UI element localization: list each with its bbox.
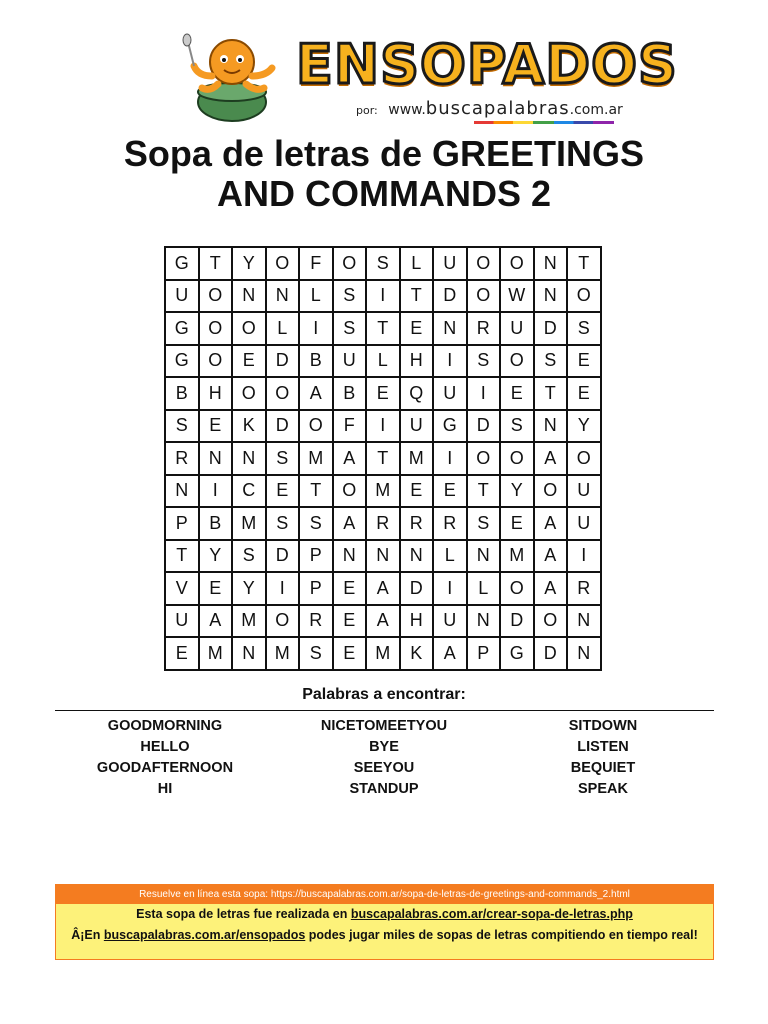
- grid-cell[interactable]: N: [366, 540, 400, 573]
- grid-cell[interactable]: I: [433, 345, 467, 378]
- word-item: SPEAK: [578, 781, 628, 797]
- grid-cell[interactable]: N: [400, 540, 434, 573]
- grid-cell[interactable]: F: [299, 247, 333, 280]
- word-item: GOODAFTERNOON: [96, 760, 234, 776]
- grid-cell[interactable]: E: [266, 475, 300, 508]
- grid-cell[interactable]: D: [266, 540, 300, 573]
- grid-cell[interactable]: E: [165, 637, 199, 670]
- grid-cell[interactable]: H: [400, 605, 434, 638]
- word-list-col-3: [493, 716, 713, 800]
- grid-cell[interactable]: L: [299, 280, 333, 313]
- grid-cell[interactable]: T: [467, 475, 501, 508]
- words-heading: Palabras a encontrar:: [302, 686, 466, 703]
- grid-cell[interactable]: N: [266, 280, 300, 313]
- grid-cell[interactable]: O: [567, 442, 601, 475]
- grid-cell[interactable]: O: [534, 605, 568, 638]
- grid-cell[interactable]: K: [400, 637, 434, 670]
- grid-cell[interactable]: E: [500, 507, 534, 540]
- grid-cell[interactable]: T: [165, 540, 199, 573]
- grid-cell[interactable]: A: [433, 637, 467, 670]
- grid-cell[interactable]: O: [333, 247, 367, 280]
- grid-cell[interactable]: S: [266, 507, 300, 540]
- grid-cell[interactable]: O: [232, 377, 266, 410]
- grid-cell[interactable]: O: [534, 475, 568, 508]
- grid-cell[interactable]: P: [165, 507, 199, 540]
- grid-cell[interactable]: O: [266, 247, 300, 280]
- grid-cell[interactable]: D: [433, 280, 467, 313]
- grid-cell[interactable]: B: [165, 377, 199, 410]
- spoon-icon: [183, 34, 194, 66]
- grid-cell[interactable]: S: [467, 345, 501, 378]
- grid-cell[interactable]: D: [266, 345, 300, 378]
- grid-cell[interactable]: N: [333, 540, 367, 573]
- grid-cell[interactable]: I: [433, 442, 467, 475]
- grid-cell[interactable]: B: [299, 345, 333, 378]
- grid-cell[interactable]: R: [467, 312, 501, 345]
- grid-cell[interactable]: E: [567, 377, 601, 410]
- byline-tld: .com.ar: [569, 102, 623, 118]
- grid-cell[interactable]: L: [433, 540, 467, 573]
- grid-cell[interactable]: R: [366, 507, 400, 540]
- grid-cell[interactable]: H: [400, 345, 434, 378]
- divider: [55, 710, 714, 711]
- grid-cell[interactable]: U: [333, 345, 367, 378]
- grid-cell[interactable]: G: [165, 312, 199, 345]
- grid-cell[interactable]: I: [366, 410, 400, 443]
- footer-line-2-suffix: podes jugar miles de sopas de letras compitiendo en tiempo real!: [305, 928, 698, 942]
- word-item: GOODMORNING: [107, 718, 223, 734]
- grid-cell[interactable]: O: [199, 280, 233, 313]
- grid-cell[interactable]: A: [366, 605, 400, 638]
- grid-cell[interactable]: E: [199, 572, 233, 605]
- grid-cell[interactable]: E: [232, 345, 266, 378]
- grid-cell[interactable]: C: [232, 475, 266, 508]
- grid-cell[interactable]: S: [366, 247, 400, 280]
- grid-row: [165, 280, 601, 313]
- word-item: SITDOWN: [568, 718, 638, 734]
- grid-cell[interactable]: T: [400, 280, 434, 313]
- grid-cell[interactable]: M: [500, 540, 534, 573]
- grid-cell[interactable]: N: [467, 540, 501, 573]
- grid-cell[interactable]: E: [333, 605, 367, 638]
- grid-cell[interactable]: G: [500, 637, 534, 670]
- word-list-col-2: [274, 716, 494, 800]
- grid-cell[interactable]: Y: [232, 572, 266, 605]
- word-search-grid: [164, 246, 602, 671]
- grid-cell[interactable]: G: [433, 410, 467, 443]
- grid-cell[interactable]: O: [333, 475, 367, 508]
- create-puzzle-link[interactable]: buscapalabras.com.ar/crear-sopa-de-letras.php: [350, 907, 633, 921]
- grid-cell[interactable]: A: [534, 442, 568, 475]
- grid-cell[interactable]: O: [500, 345, 534, 378]
- grid-cell[interactable]: M: [232, 507, 266, 540]
- grid-cell[interactable]: E: [567, 345, 601, 378]
- word-item: SEEYOU: [353, 760, 415, 776]
- grid-cell[interactable]: L: [266, 312, 300, 345]
- grid-cell[interactable]: M: [199, 637, 233, 670]
- grid-cell[interactable]: S: [232, 540, 266, 573]
- grid-cell[interactable]: E: [333, 637, 367, 670]
- grid-cell[interactable]: D: [534, 312, 568, 345]
- grid-cell[interactable]: O: [199, 312, 233, 345]
- grid-cell[interactable]: B: [333, 377, 367, 410]
- word-item: BYE: [369, 739, 399, 755]
- grid-cell[interactable]: S: [299, 637, 333, 670]
- grid-cell[interactable]: V: [165, 572, 199, 605]
- grid-cell[interactable]: M: [366, 637, 400, 670]
- grid-cell[interactable]: A: [199, 605, 233, 638]
- grid-cell[interactable]: R: [299, 605, 333, 638]
- title-line-1: Sopa de letras de GREETINGS: [123, 133, 645, 174]
- word-item: HI: [157, 781, 173, 797]
- grid-cell[interactable]: E: [199, 410, 233, 443]
- rainbow-stripe: [474, 121, 614, 124]
- grid-cell[interactable]: A: [534, 572, 568, 605]
- grid-cell[interactable]: U: [433, 605, 467, 638]
- grid-cell[interactable]: U: [567, 475, 601, 508]
- grid-cell[interactable]: E: [400, 312, 434, 345]
- octopus-mascot-icon: [180, 32, 280, 124]
- grid-cell[interactable]: I: [366, 280, 400, 313]
- grid-cell[interactable]: E: [400, 475, 434, 508]
- grid-cell[interactable]: T: [199, 247, 233, 280]
- grid-cell[interactable]: M: [299, 442, 333, 475]
- footer-line-2-prefix: Â¡En: [71, 928, 104, 942]
- grid-cell[interactable]: O: [500, 247, 534, 280]
- grid-cell[interactable]: N: [567, 605, 601, 638]
- grid-cell[interactable]: T: [534, 377, 568, 410]
- grid-cell[interactable]: U: [165, 605, 199, 638]
- grid-cell[interactable]: O: [266, 605, 300, 638]
- footer-box: [55, 884, 714, 960]
- grid-cell[interactable]: N: [232, 442, 266, 475]
- grid-cell[interactable]: E: [333, 572, 367, 605]
- grid-cell[interactable]: G: [165, 247, 199, 280]
- grid-row: [165, 507, 601, 540]
- word-item: BEQUIET: [570, 760, 636, 776]
- grid-cell[interactable]: E: [366, 377, 400, 410]
- grid-cell[interactable]: U: [433, 247, 467, 280]
- grid-cell[interactable]: D: [266, 410, 300, 443]
- grid-cell[interactable]: I: [199, 475, 233, 508]
- grid-cell[interactable]: U: [500, 312, 534, 345]
- logo-text: ENSOPADOS: [296, 33, 678, 96]
- grid-cell[interactable]: Q: [400, 377, 434, 410]
- grid-cell[interactable]: S: [567, 312, 601, 345]
- grid-cell[interactable]: T: [299, 475, 333, 508]
- grid-cell[interactable]: W: [500, 280, 534, 313]
- grid-cell[interactable]: S: [266, 442, 300, 475]
- grid-cell[interactable]: T: [567, 247, 601, 280]
- grid-cell[interactable]: N: [534, 247, 568, 280]
- grid-cell[interactable]: Y: [567, 410, 601, 443]
- grid-cell[interactable]: I: [567, 540, 601, 573]
- grid-cell[interactable]: L: [366, 345, 400, 378]
- footer-line-1-text: Esta sopa de letras fue realizada en: [136, 907, 351, 921]
- grid-cell[interactable]: I: [467, 377, 501, 410]
- grid-row: [165, 410, 601, 443]
- grid-cell[interactable]: M: [232, 605, 266, 638]
- grid-cell[interactable]: Y: [500, 475, 534, 508]
- grid-cell[interactable]: R: [567, 572, 601, 605]
- grid-cell[interactable]: I: [299, 312, 333, 345]
- grid-cell[interactable]: T: [366, 442, 400, 475]
- grid-cell[interactable]: O: [232, 312, 266, 345]
- grid-cell[interactable]: A: [333, 442, 367, 475]
- grid-cell[interactable]: F: [333, 410, 367, 443]
- footer-solve-online[interactable]: Resuelve en línea esta sopa: https://buscapalabras.com.ar/sopa-de-letras-de-greetings-and-commands_2.html: [56, 885, 713, 904]
- title-line-2: AND COMMANDS 2: [216, 173, 551, 214]
- grid-cell[interactable]: O: [199, 345, 233, 378]
- grid-cell[interactable]: P: [299, 540, 333, 573]
- grid-cell[interactable]: K: [232, 410, 266, 443]
- grid-row: [165, 572, 601, 605]
- grid-row: [165, 637, 601, 670]
- word-list-col-1: [55, 716, 275, 800]
- grid-cell[interactable]: A: [333, 507, 367, 540]
- grid-row: [165, 605, 601, 638]
- grid-cell[interactable]: D: [400, 572, 434, 605]
- byline: [356, 98, 623, 119]
- ensopados-link[interactable]: buscapalabras.com.ar/ensopados: [103, 928, 306, 942]
- grid-cell[interactable]: U: [567, 507, 601, 540]
- grid-cell[interactable]: O: [467, 280, 501, 313]
- grid-cell[interactable]: S: [333, 280, 367, 313]
- grid-cell[interactable]: B: [199, 507, 233, 540]
- grid-cell[interactable]: E: [433, 475, 467, 508]
- grid-cell[interactable]: O: [500, 572, 534, 605]
- grid-row: [165, 345, 601, 378]
- grid-row: [165, 475, 601, 508]
- footer-line-2: [56, 925, 713, 946]
- grid-cell[interactable]: T: [366, 312, 400, 345]
- grid-cell[interactable]: M: [400, 442, 434, 475]
- grid-cell[interactable]: O: [467, 442, 501, 475]
- grid-cell[interactable]: A: [534, 540, 568, 573]
- grid-cell[interactable]: U: [400, 410, 434, 443]
- grid-cell[interactable]: E: [500, 377, 534, 410]
- grid-cell[interactable]: R: [400, 507, 434, 540]
- grid-cell[interactable]: S: [165, 410, 199, 443]
- grid-cell[interactable]: N: [534, 280, 568, 313]
- grid-cell[interactable]: N: [567, 637, 601, 670]
- grid-cell[interactable]: M: [266, 637, 300, 670]
- grid-cell[interactable]: S: [500, 410, 534, 443]
- grid-cell[interactable]: U: [433, 377, 467, 410]
- grid-cell[interactable]: A: [534, 507, 568, 540]
- page-title: [0, 134, 768, 214]
- grid-cell[interactable]: M: [366, 475, 400, 508]
- grid-row: [165, 442, 601, 475]
- grid-cell[interactable]: N: [534, 410, 568, 443]
- grid-cell[interactable]: O: [467, 247, 501, 280]
- grid-cell[interactable]: L: [467, 572, 501, 605]
- site-logo[interactable]: [296, 33, 678, 126]
- header: [0, 26, 768, 126]
- grid-cell[interactable]: G: [165, 345, 199, 378]
- byline-por: por:: [356, 104, 378, 117]
- footer-line-1: [56, 904, 713, 925]
- grid-cell[interactable]: I: [266, 572, 300, 605]
- grid-cell[interactable]: O: [299, 410, 333, 443]
- grid-cell[interactable]: S: [534, 345, 568, 378]
- grid-cell[interactable]: Y: [199, 540, 233, 573]
- grid-cell[interactable]: A: [366, 572, 400, 605]
- grid-cell[interactable]: D: [500, 605, 534, 638]
- grid-row: [165, 247, 601, 280]
- grid-cell[interactable]: N: [467, 605, 501, 638]
- grid-cell[interactable]: A: [299, 377, 333, 410]
- grid-cell[interactable]: P: [299, 572, 333, 605]
- grid-cell[interactable]: O: [567, 280, 601, 313]
- grid-cell[interactable]: O: [500, 442, 534, 475]
- word-item: HELLO: [140, 739, 190, 755]
- grid-cell[interactable]: H: [199, 377, 233, 410]
- grid-cell[interactable]: N: [199, 442, 233, 475]
- grid-cell[interactable]: D: [534, 637, 568, 670]
- grid-row: [165, 312, 601, 345]
- grid-cell[interactable]: O: [266, 377, 300, 410]
- grid-cell[interactable]: R: [165, 442, 199, 475]
- grid-cell[interactable]: D: [467, 410, 501, 443]
- word-item: STANDUP: [349, 781, 419, 797]
- grid-row: [165, 540, 601, 573]
- grid-cell[interactable]: N: [433, 312, 467, 345]
- byline-brand: buscapalabras: [425, 98, 570, 119]
- grid-cell[interactable]: Y: [232, 247, 266, 280]
- grid-cell[interactable]: L: [400, 247, 434, 280]
- grid-cell[interactable]: R: [433, 507, 467, 540]
- grid-cell[interactable]: S: [467, 507, 501, 540]
- word-item: LISTEN: [577, 739, 629, 755]
- grid-cell[interactable]: N: [232, 280, 266, 313]
- grid-cell[interactable]: U: [165, 280, 199, 313]
- grid-cell[interactable]: N: [165, 475, 199, 508]
- grid-row: [165, 377, 601, 410]
- grid-cell[interactable]: S: [299, 507, 333, 540]
- grid-cell[interactable]: N: [232, 637, 266, 670]
- grid-cell[interactable]: S: [333, 312, 367, 345]
- grid-cell[interactable]: I: [433, 572, 467, 605]
- byline-www: www.: [388, 102, 426, 118]
- grid-cell[interactable]: P: [467, 637, 501, 670]
- word-item: NICETOMEETYOU: [320, 718, 448, 734]
